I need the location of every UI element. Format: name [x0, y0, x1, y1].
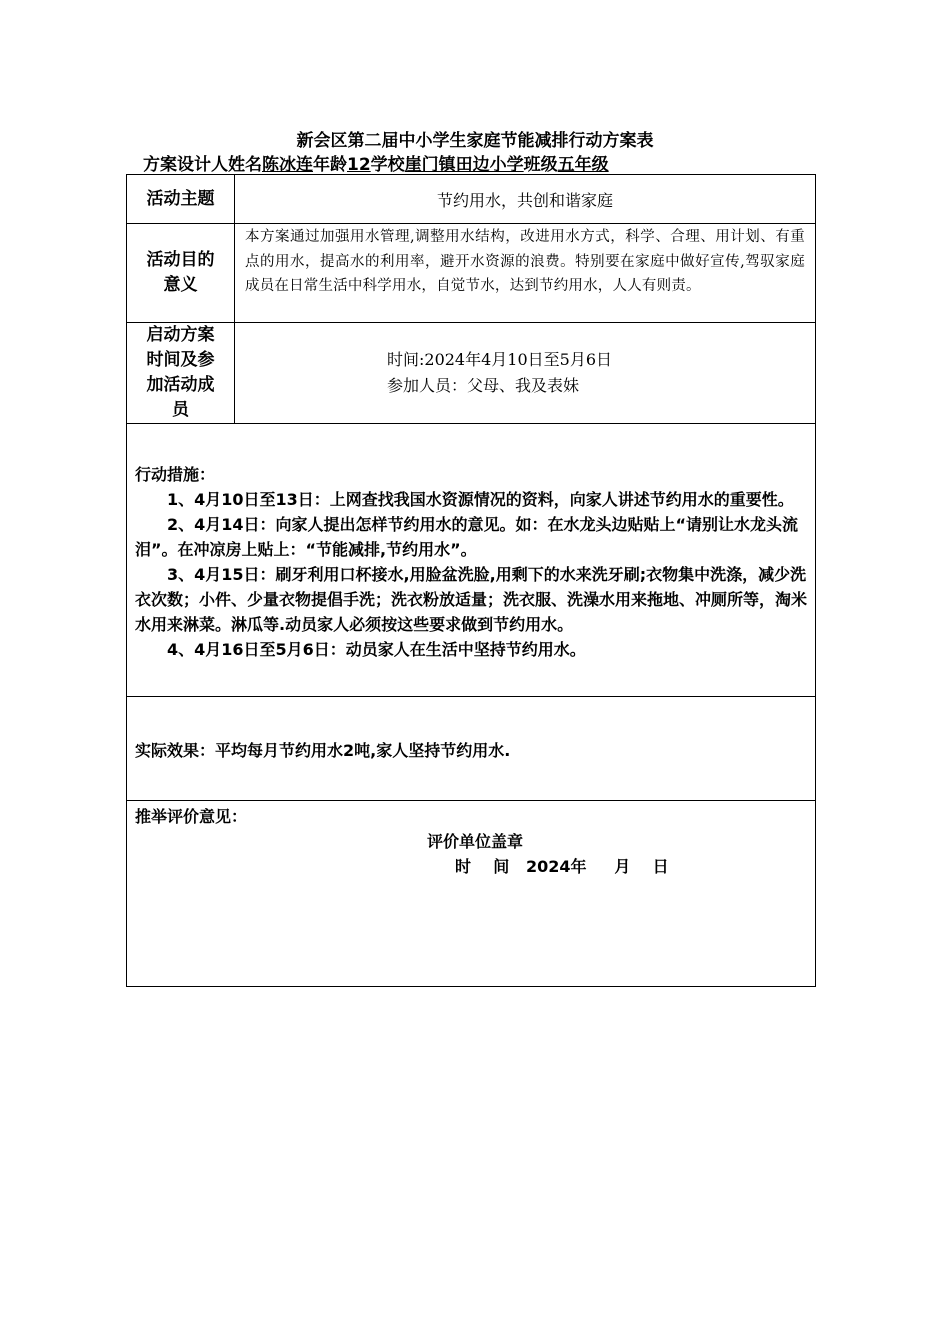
recommend-row: [127, 801, 816, 987]
measures-cell: [127, 424, 816, 697]
theme-label: 活动主题: [127, 175, 235, 224]
time-value: 时间:2024年4月10日至5月6日: [387, 350, 613, 369]
time-label-line: 加活动成: [146, 375, 215, 395]
measure-item: 1、4月10日至13日：上网查找我国水资源情况的资料，向家人讲述节约用水的重要性。: [167, 489, 794, 509]
purpose-label: [127, 224, 235, 323]
designer-info-line: [143, 150, 609, 175]
time-label-line: 员: [172, 400, 189, 420]
time-label-line: 时间及参: [146, 350, 215, 370]
time-label-line: 启动方案: [146, 325, 215, 345]
seal-label: 评价单位盖章: [427, 831, 524, 851]
measures-row: [127, 424, 816, 697]
measure-item: 3、4月15日：刷牙利用口杯接水,用脸盆洗脸,用剩下的水来洗牙刷;衣物集中洗涤，减少洗衣次数；小件、少量衣物提倡手洗；洗衣粉放适量；洗衣服、洗澡水用来拖地、冲厕所等，淘米水用来淋菜。淋瓜等.动员家人必须按这些要求做到节约用水。: [135, 564, 808, 634]
age-value: 12: [347, 155, 371, 175]
measure-item: 2、4月14日：向家人提出怎样节约用水的意见。如：在水龙头边贴贴上“请别让水龙头流泪”。在冲凉房上贴上：“节能减排,节约用水”。: [135, 514, 799, 559]
time-label: [127, 323, 235, 424]
effect-text: 实际效果：平均每月节约用水2吨,家人坚持节约用水.: [135, 741, 511, 760]
school-value: 崖门镇田边小学: [404, 155, 524, 175]
document-title: 新会区第二届中小学生家庭节能减排行动方案表: [296, 131, 654, 151]
participants-value: 参加人员：父母、我及表妹: [387, 376, 580, 395]
purpose-row: [127, 224, 816, 323]
school-label: 学校: [370, 155, 405, 175]
purpose-value: 本方案通过加强用水管理,调整用水结构，改进用水方式，科学、合理、用计划、有重点的用水，提高水的利用率，避开水资源的浪费。特别要在家庭中做好宣传,驾驭家庭成员在日常生活中科学用水，自觉节水，达到节约用水，人人有则责。: [245, 229, 805, 294]
class-value: 五年级: [557, 155, 609, 175]
purpose-label-line: 活动目的: [146, 250, 215, 270]
effect-row: [127, 697, 816, 801]
designer-name: 陈冰连: [262, 155, 313, 175]
theme-value: 节约用水，共创和谐家庭: [235, 175, 816, 224]
recommend-cell: [127, 801, 816, 987]
plan-form-table: [126, 174, 816, 987]
age-label: 年龄: [313, 155, 347, 175]
measures-heading: 行动措施：: [135, 464, 216, 484]
evaluation-date: 时 间 2024年 月 日: [455, 856, 669, 876]
designer-name-label: 方案设计人姓名: [143, 155, 262, 175]
time-cell: [235, 323, 816, 424]
purpose-label-line: 意义: [163, 275, 198, 295]
purpose-cell: [235, 224, 816, 323]
theme-row: [127, 175, 816, 224]
effect-cell: [127, 697, 816, 801]
class-label: 班级: [523, 155, 558, 175]
measure-item: 4、4月16日至5月6日：动员家人在生活中坚持节约用水。: [167, 639, 586, 659]
recommend-heading: 推举评价意见：: [135, 806, 248, 826]
time-row: [127, 323, 816, 424]
